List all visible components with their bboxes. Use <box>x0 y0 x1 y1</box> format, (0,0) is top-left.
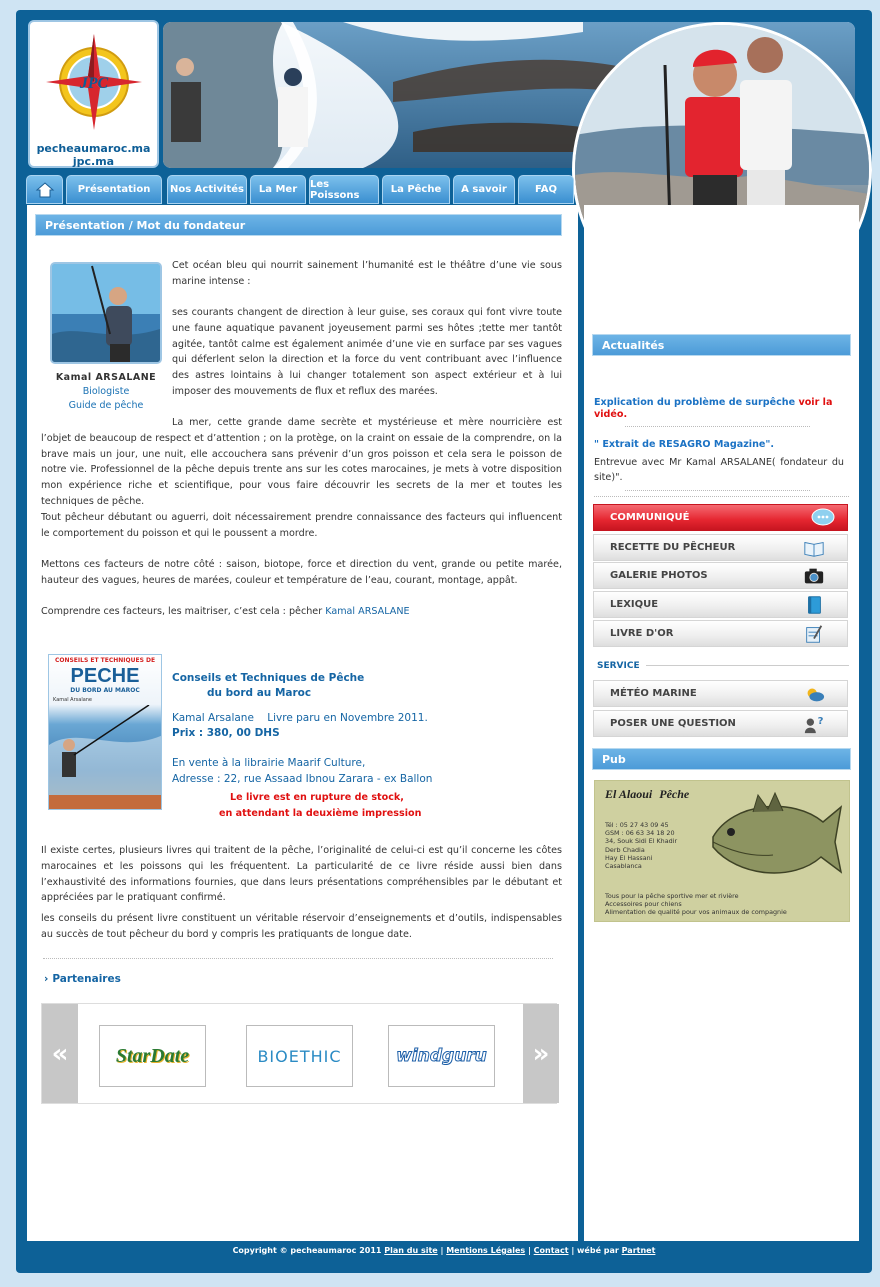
founder-name: Kamal ARSALANE <box>55 372 157 383</box>
footer-copyright: Copyright © pecheaumaroc 2011 <box>232 1246 382 1255</box>
pub-tag-2: Accessoires pour chiens <box>605 900 682 909</box>
pub-contact <box>605 821 677 870</box>
partner-windguru-logo: windguru <box>396 1046 487 1066</box>
news-divider-2 <box>625 490 810 491</box>
pub-title: Pub <box>592 748 851 770</box>
news-item-1-link[interactable]: voir la vidéo. <box>594 397 833 420</box>
menu-meteo-label: MÉTÉO MARINE <box>610 688 697 699</box>
news-item-1[interactable] <box>594 397 850 421</box>
pub-tel: Tél : 05 27 43 09 45 <box>605 821 669 829</box>
bass-fish-image <box>703 787 843 897</box>
intro-paragraph-1: Cet océan bleu qui nourrit sainement l’humanité est le théâtre d’une vie sous marine intense : <box>172 260 562 287</box>
nav-presentation[interactable]: Présentation <box>66 175 162 204</box>
nav-les-poissons[interactable]: Les Poissons <box>309 175 379 204</box>
founder-role-biologist: Biologiste <box>82 386 130 397</box>
pub-brand-name: El Alaoui <box>605 787 653 801</box>
notebook-pen-icon <box>803 624 825 644</box>
news-title: Actualités <box>592 334 851 356</box>
news-divider-3 <box>594 496 849 497</box>
service-title: SERVICE <box>597 661 646 671</box>
news-item-1-text: Explication du problème de surpêche <box>594 397 799 408</box>
book-title-1: Conseils et Techniques de Pêche <box>172 672 365 684</box>
menu-communique-label: COMMUNIQUÉ <box>610 512 690 523</box>
menu-livre-or[interactable] <box>593 620 848 647</box>
service-heading <box>597 660 849 672</box>
founder-fishing-image <box>52 264 160 362</box>
open-book-icon <box>803 538 825 558</box>
compass-logo-icon <box>39 26 149 136</box>
person-question-icon <box>803 714 825 734</box>
paragraph-livre-1: Il existe certes, plusieurs livres qui traitent de la pêche, l’originalité de celui-ci est qu’il concerne les côtes marocaines et les poissons qui les fréquentent. La particularité de ce livre réside aussi bien dans l’exhaustivité des informations fournies, que dans leurs présentations compréhensibles par le débutant et appréciées par le pratiquant confirmé. <box>41 845 562 904</box>
svg-text:?: ? <box>817 716 824 727</box>
menu-galerie-label: GALERIE PHOTOS <box>610 570 708 581</box>
footer-plan-link[interactable]: Plan du site <box>384 1246 438 1255</box>
partner-bioethic[interactable] <box>246 1025 353 1087</box>
partners-heading <box>44 973 121 985</box>
pub-taglines <box>605 892 787 917</box>
book-author-line: Kamal Arsalane Livre paru en Novembre 2011. <box>172 712 428 724</box>
camera-icon <box>803 566 825 586</box>
news-item-2-text: Entrevue avec Mr Kamal ARSALANE( fondateur du site)". <box>594 457 844 483</box>
menu-lexique-label: LEXIQUE <box>610 599 659 610</box>
paragraph-mer-text: La mer, cette grande dame secrète et mystérieuse et mère nourricière est l’objet de beaucoup de respect et d’attention ; on la protège, on la craint on essaie de la comprendre, on la brave mais un jour, une nuit, elle accouchera sans prévenir d’un gros poisson et cela sera le poisson de notre vie. Professionnel de la pêche depuis trente ans sur les cotes marocaines, je mets à votre disposition mon expérience riche et scientifique, pour vous faire découvrir les secrets de la mer et toutes les techniques de pêche. <box>41 417 562 507</box>
menu-recette-label: RECETTE DU PÊCHEUR <box>610 542 736 553</box>
logo-domain-1: pecheaumaroc.ma <box>36 142 151 155</box>
menu-galerie[interactable] <box>593 562 848 589</box>
paragraph-pecheur: Tout pêcheur débutant ou aguerri, doit nécessairement prendre connaissance des facteurs qui influencent le comportement du poisson et qui le poussent a mordre. <box>41 512 562 539</box>
footer-webbed: wébé par <box>577 1246 619 1255</box>
menu-question-label: POSER UNE QUESTION <box>610 718 736 729</box>
book-sale-1: En vente à la librairie Maarif Culture, <box>172 757 366 769</box>
pub-advertisement[interactable] <box>594 780 850 922</box>
nav-activites[interactable]: Nos Activités <box>167 175 247 204</box>
footer-contact-link[interactable]: Contact <box>533 1246 569 1255</box>
book-stock-1: Le livre est en rupture de stock, <box>230 792 404 803</box>
book-price: Prix : 380, 00 DHS <box>172 727 280 739</box>
menu-question[interactable] <box>593 710 848 737</box>
news-divider-1 <box>625 426 810 427</box>
pub-addr-4: Casablanca <box>605 862 642 871</box>
founder-photo <box>50 262 162 364</box>
book-stock-2: en attendant la deuxième impression <box>219 808 422 819</box>
nav-faq[interactable]: FAQ <box>518 175 574 204</box>
menu-recette[interactable] <box>593 534 848 561</box>
footer-mentions-link[interactable]: Mentions Légales <box>446 1246 526 1255</box>
pub-brand-suffix: Pêche <box>659 787 690 801</box>
pub-addr-1: 34, Souk Sidi El Khadir <box>605 837 678 846</box>
pub-addr-3: Hay El Hassani <box>605 853 653 862</box>
home-icon <box>35 181 55 199</box>
book-sale-2: Adresse : 22, rue Assaad Ibnou Zarara - ex Ballon <box>172 773 433 785</box>
partner-windguru[interactable] <box>388 1025 495 1087</box>
chat-bubble-icon <box>809 508 837 528</box>
book-title-2: du bord au Maroc <box>207 687 312 699</box>
book-cover-subtitle: DU BORD AU MAROC <box>70 687 140 694</box>
paragraph-comprendre <box>41 604 562 620</box>
founder-role-guide: Guide de pêche <box>68 400 144 411</box>
partner-bioethic-logo: BIOETHIC <box>257 1046 342 1066</box>
partner-stardate[interactable] <box>99 1025 206 1087</box>
menu-livre-or-label: LIVRE D'OR <box>610 628 674 639</box>
book-cover-image <box>49 705 162 810</box>
intro-paragraph-2: ses courants changent de direction à leur guise, ses coraux qui font vivre toute une faune aquatique pavanent joyeusement parmi ses hôtes ;tette mer tantôt agitée, tantôt calme est également animée d’une vie en surface par ses vagues qui déferlent selon la direction et la force du vent contribuant avec l’influence des astres lointains à lui changer totalement son aspect extérieur et à lui imposer des mouvements de flux et reflux des marées. <box>172 307 562 397</box>
pub-gsm: GSM : 06 63 34 18 20 <box>605 829 675 838</box>
news-item-2-title[interactable]: " Extrait de RESAGRO Magazine". <box>594 439 775 450</box>
divider <box>43 958 553 959</box>
footer: Copyright © pecheaumaroc 2011 Plan du site | Mentions Légales | Contact | wébé par Partnet <box>232 1246 656 1255</box>
founder-link[interactable]: Kamal ARSALANE <box>325 606 410 617</box>
paragraph-comprendre-text: Comprendre ces facteurs, les maitriser, c’est cela : pêcher <box>41 606 326 617</box>
footer-partnet-link[interactable]: Partnet <box>621 1246 656 1255</box>
nav-la-peche[interactable]: La Pêche <box>382 175 450 204</box>
chevron-right-icon: › <box>44 973 49 985</box>
pub-addr-2: Derb Chadia <box>605 845 645 854</box>
nav-la-mer[interactable]: La Mer <box>250 175 306 204</box>
book-cover-author: Kamal Arsalane <box>53 697 93 703</box>
svg-text:JPC: JPC <box>79 75 109 92</box>
partner-stardate-logo: StarDate <box>115 1044 190 1067</box>
paragraph-livre-2: les conseils du présent livre constituent un véritable réservoir d’enseignements et d’outils, indispensables au succès de tout pêcheur du bord y compris les pratiquants de longue date. <box>41 913 562 940</box>
menu-communique[interactable] <box>593 504 848 531</box>
paragraph-mer <box>41 415 562 510</box>
book-cover-top: CONSEILS ET TECHNIQUES DE <box>54 657 156 664</box>
partners-carousel <box>41 1003 557 1104</box>
carousel-next-button[interactable]: » <box>523 1004 559 1103</box>
carousel-prev-button[interactable]: « <box>42 1004 78 1103</box>
paragraph-facteurs: Mettons ces facteurs de notre côté : saison, biotope, force et direction du vent, grande ou petite marée, hauteur des vagues, heures de marées, couleur et température de l’eau, courant, montage, appât. <box>41 559 562 586</box>
nav-a-savoir[interactable]: A savoir <box>453 175 515 204</box>
weather-icon <box>803 684 825 704</box>
menu-lexique[interactable] <box>593 591 848 618</box>
pub-tag-3: Alimentation de qualité pour vos animaux de compagnie <box>605 908 787 917</box>
book-cover-title: PECHE <box>70 665 140 687</box>
partners-title: Partenaires <box>52 973 121 985</box>
nav-home-button[interactable] <box>26 175 63 204</box>
logo-domain-2: jpc.ma <box>72 155 115 168</box>
pub-brand <box>605 787 689 802</box>
menu-meteo[interactable] <box>593 680 848 707</box>
section-title: Présentation / Mot du fondateur <box>35 214 562 236</box>
pub-tag-1: Tous pour la pêche sportive mer et rivière <box>605 892 739 900</box>
book-cover[interactable] <box>48 654 162 810</box>
book-icon <box>803 595 825 615</box>
site-logo[interactable] <box>28 20 159 168</box>
